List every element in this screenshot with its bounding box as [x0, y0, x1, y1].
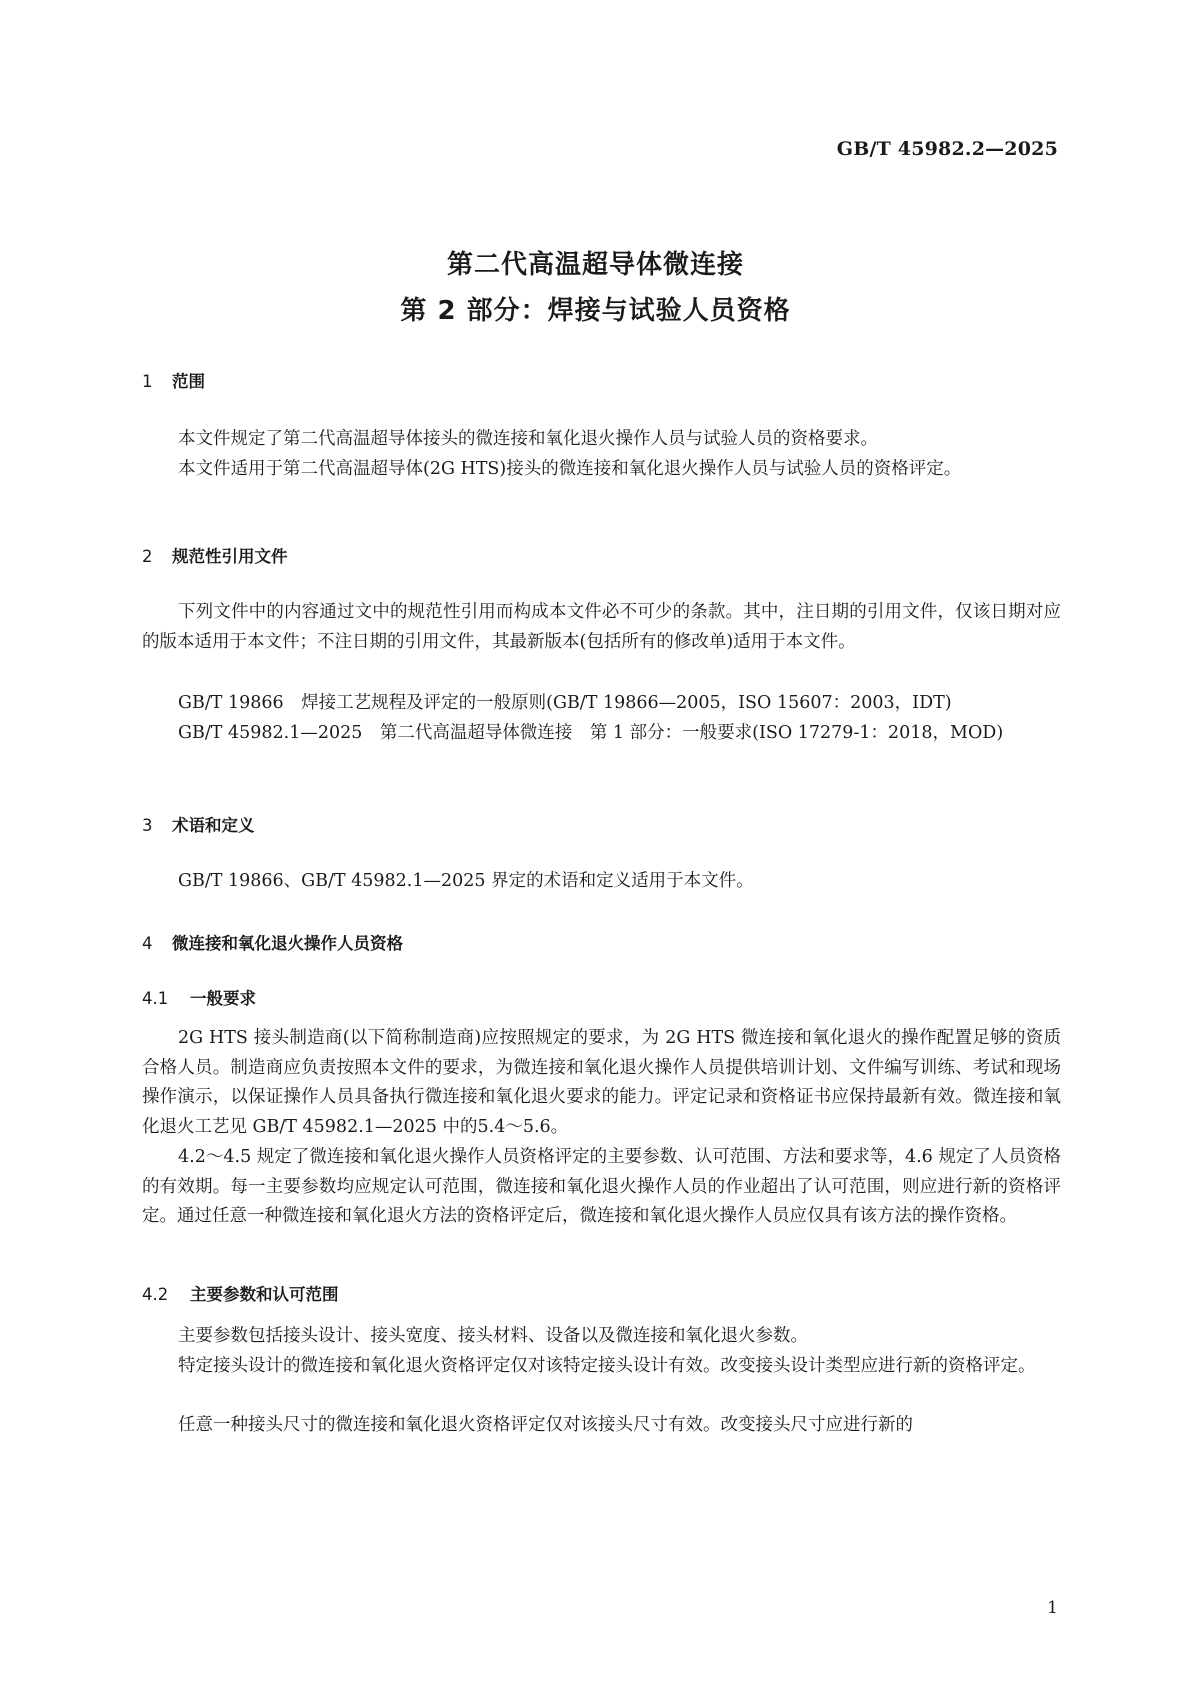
standard-number: GB/T 45982.2—2025 [836, 138, 1058, 160]
section-3-paragraph-1: GB/T 19866、GB/T 45982.1—2025 界定的术语和定义适用于本文件。 [178, 871, 754, 891]
section-title: 微连接和氧化退火操作人员资格 [172, 934, 403, 953]
section-number: 2 [142, 547, 153, 566]
document-title-line-1: 第二代高温超导体微连接 [446, 250, 744, 280]
section-4-2-heading [142, 1281, 339, 1305]
section-1-heading [142, 368, 205, 392]
section-number: 3 [142, 816, 153, 835]
section-title: 主要参数和认可范围 [190, 1285, 339, 1304]
section-number: 1 [142, 372, 153, 391]
section-title: 范围 [172, 372, 205, 391]
section-title: 术语和定义 [172, 816, 255, 835]
section-4-1-paragraph-2: 4.2～4.5 规定了微连接和氧化退火操作人员资格评定的主要参数、认可范围、方法和要求等，4.6 规定了人员资格的有效期。每一主要参数均应规定认可范围，微连接和氧化退火操作人员的作业超出了认可范围，则应进行新的资格评定。通过任意一种微连接和氧化退火方法的资格评定后，微连接和氧化退火操作人员应仅具有该方法的操作资格。 [142, 1147, 1061, 1226]
section-4-2-paragraph-2: 特定接头设计的微连接和氧化退火资格评定仅对该特定接头设计有效。改变接头设计类型应进行新的资格评定。 [178, 1356, 1036, 1376]
section-3-heading [142, 812, 255, 836]
section-1-paragraph-1: 本文件规定了第二代高温超导体接头的微连接和氧化退火操作人员与试验人员的资格要求。 [178, 429, 878, 449]
section-4-2-paragraph-3: 任意一种接头尺寸的微连接和氧化退火资格评定仅对该接头尺寸有效。改变接头尺寸应进行新的 [178, 1415, 913, 1435]
section-1-paragraph-2: 本文件适用于第二代高温超导体(2G HTS)接头的微连接和氧化退火操作人员与试验人员的资格评定。 [178, 459, 962, 479]
section-number: 4.1 [142, 989, 169, 1008]
section-2-paragraph-1: 下列文件中的内容通过文中的规范性引用而构成本文件必不可少的条款。其中，注日期的引用文件，仅该日期对应的版本适用于本文件；不注日期的引用文件，其最新版本(包括所有的修改单)适用于本文件。 [142, 602, 1061, 652]
section-2-reference-2: GB/T 45982.1—2025 第二代高温超导体微连接 第 1 部分：一般要求(ISO 17279-1：2018，MOD) [178, 723, 1004, 743]
page-number: 1 [1047, 1598, 1058, 1618]
section-title: 规范性引用文件 [172, 547, 288, 566]
section-4-2-paragraph-1: 主要参数包括接头设计、接头宽度、接头材料、设备以及微连接和氧化退火参数。 [178, 1326, 808, 1346]
section-number: 4.2 [142, 1285, 169, 1304]
section-title: 一般要求 [190, 989, 256, 1008]
section-4-1-paragraph-1: 2G HTS 接头制造商(以下简称制造商)应按照规定的要求，为 2G HTS 微连接和氧化退火的操作配置足够的资质合格人员。制造商应负责按照本文件的要求，为微连接和氧化退火操作人员提供培训计划、文件编写训练、考试和现场操作演示，以保证操作人员具备执行微连接和氧化退火要求的能力。评定记录和资格证书应保持最新有效。微连接和氧化退火工艺见 GB/T 45982.1—2025 中的5.4～5.6。 [142, 1028, 1061, 1137]
section-2-reference-1: GB/T 19866 焊接工艺规程及评定的一般原则(GB/T 19866—2005，ISO 15607：2003，IDT) [178, 693, 952, 713]
document-title-line-2: 第 2 部分：焊接与试验人员资格 [400, 296, 791, 326]
section-4-1-heading [142, 985, 256, 1009]
section-2-heading [142, 543, 288, 567]
section-number: 4 [142, 934, 153, 953]
section-4-heading [142, 930, 403, 954]
